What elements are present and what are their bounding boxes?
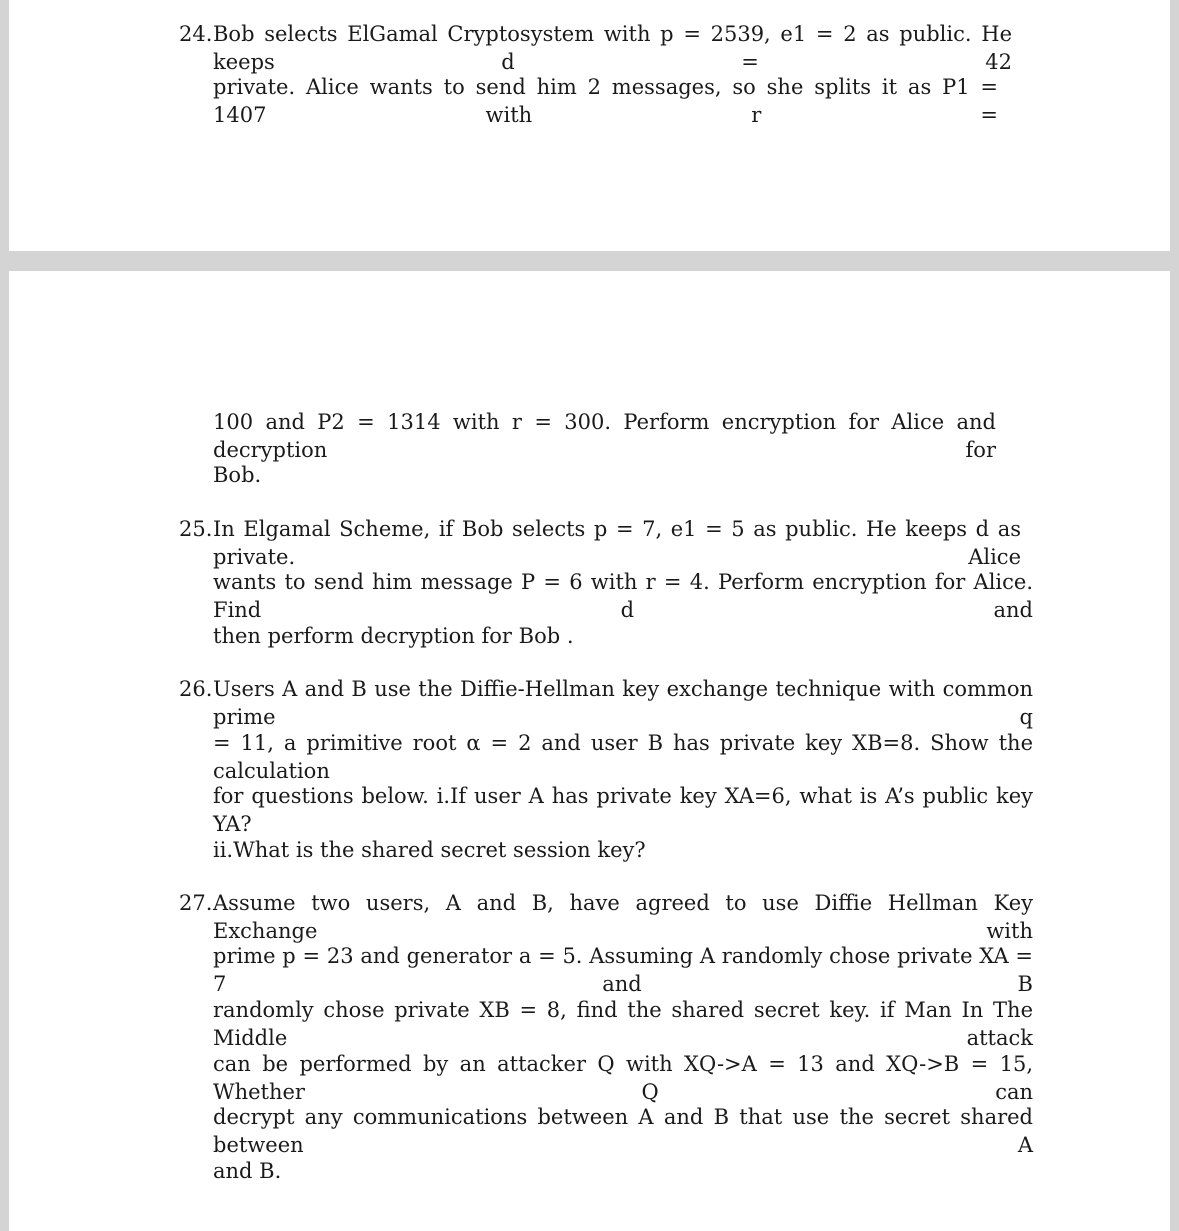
question-26-line-4: ii.What is the shared secret session key? (213, 838, 646, 862)
question-26-line-2: = 11, a primitive root α = 2 and user B has private key XB=8. Show the calculation (213, 731, 1033, 783)
question-25-line-2: wants to send him message P = 6 with r = 4. Perform encryption for Alice. Find d and (213, 570, 1033, 622)
question-25-number: 25. (179, 517, 213, 541)
question-24-line-3: 100 and P2 = 1314 with r = 300. Perform encryption for Alice and decryption for (213, 410, 996, 462)
page-top (9, 0, 1170, 251)
question-25-line-1: In Elgamal Scheme, if Bob selects p = 7, e1 = 5 as public. He keeps d as private. Alice (213, 517, 1021, 569)
question-26-number: 26. (179, 677, 213, 701)
question-24-line-1: Bob selects ElGamal Cryptosystem with p = 2539, e1 = 2 as public. He keeps d = 42 (213, 22, 1012, 74)
question-24-line-2: private. Alice wants to send him 2 messages, so she splits it as P1 = 1407 with r = (213, 75, 998, 127)
question-27-line-1: Assume two users, A and B, have agreed to use Diffie Hellman Key Exchange with (213, 891, 1033, 943)
question-27-line-5: decrypt any communications between A and B that use the secret shared between A (213, 1105, 1033, 1157)
question-27-line-6: and B. (213, 1159, 282, 1183)
question-27-line-4: can be performed by an attacker Q with XQ->A = 13 and XQ->B = 15, Whether Q can (213, 1052, 1033, 1104)
question-26-line-3: for questions below. i.If user A has private key XA=6, what is A’s public key YA? (213, 784, 1033, 836)
question-24-line-4: Bob. (213, 463, 262, 487)
question-26-line-1: Users A and B use the Diffie-Hellman key exchange technique with common prime q (213, 677, 1033, 729)
question-24-number: 24. (179, 22, 213, 46)
question-25-line-3: then perform decryption for Bob . (213, 624, 574, 648)
page-bottom (9, 271, 1170, 1231)
question-27-line-2: prime p = 23 and generator a = 5. Assuming A randomly chose private XA = 7 and B (213, 944, 1033, 996)
question-27-number: 27. (179, 891, 213, 915)
question-27-line-3: randomly chose private XB = 8, find the shared secret key. if Man In The Middle attack (213, 998, 1033, 1050)
